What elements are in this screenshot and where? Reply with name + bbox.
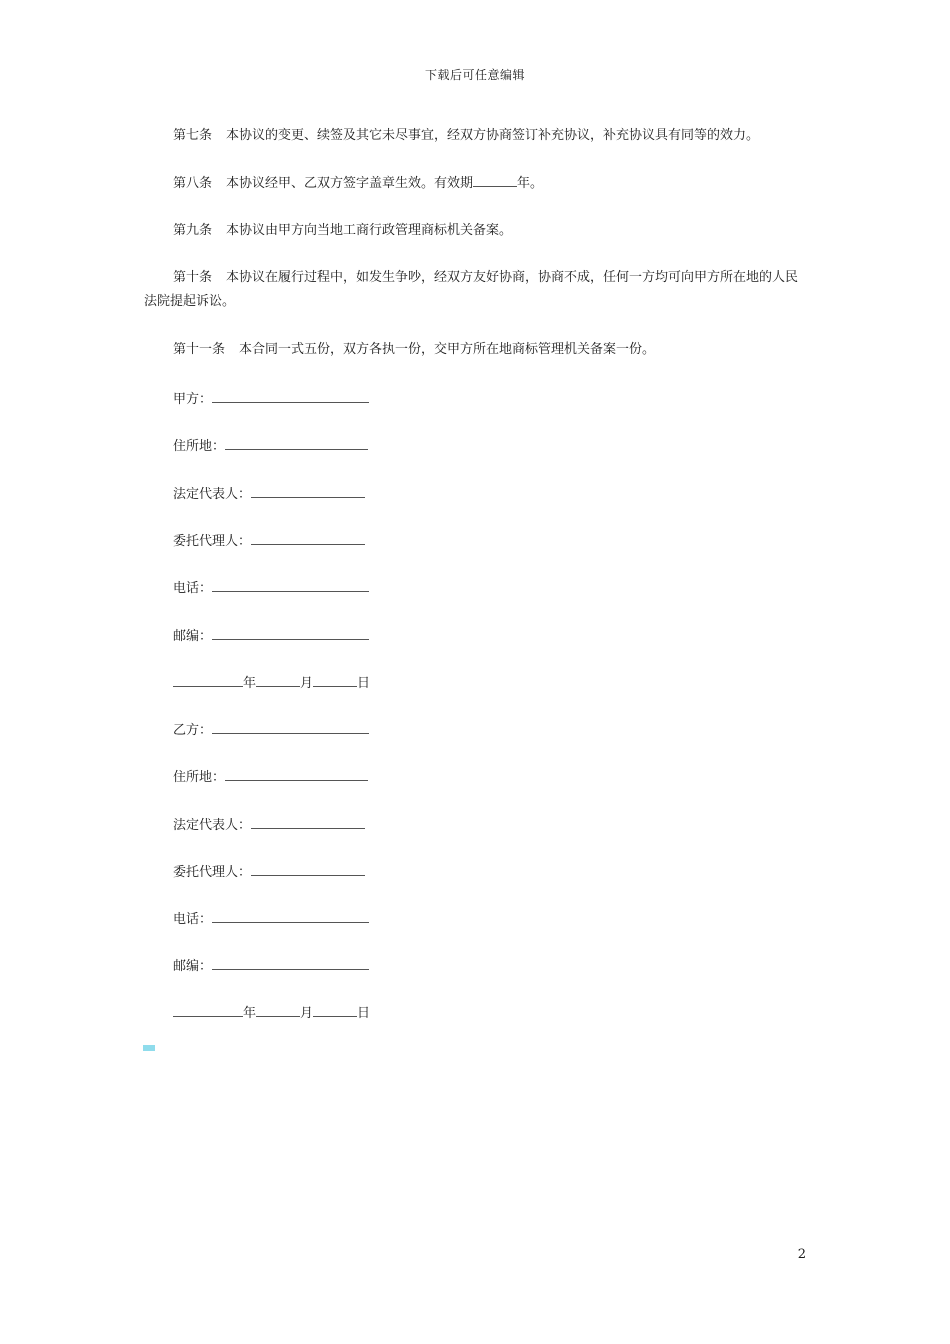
party-a-postcode-blank[interactable]: [212, 624, 369, 640]
party-a-label: 甲方：: [173, 392, 213, 407]
article-text: 本协议由甲方向当地工商行政管理商标机关备案。: [226, 223, 513, 238]
phone-label: 电话：: [173, 581, 213, 596]
postcode-label: 邮编：: [173, 629, 213, 644]
party-a-phone-field: [173, 576, 369, 599]
day-label: 日: [357, 1006, 371, 1021]
party-a-agent-blank[interactable]: [251, 529, 365, 545]
article-7: [144, 124, 814, 148]
party-a-name-blank[interactable]: [212, 387, 369, 403]
agent-label: 委托代理人：: [173, 865, 252, 880]
party-b-legal-rep-field: [173, 813, 365, 836]
party-b-postcode-blank[interactable]: [212, 954, 369, 970]
article-text-suffix: 年。: [517, 176, 544, 191]
article-number: 第九条: [173, 223, 213, 238]
month-blank[interactable]: [256, 1001, 300, 1017]
year-blank[interactable]: [173, 1001, 243, 1017]
year-blank[interactable]: [173, 671, 243, 687]
party-b-agent-field: [173, 860, 365, 883]
party-b-date-line: [173, 1001, 370, 1024]
party-b-phone-blank[interactable]: [212, 907, 369, 923]
party-b-postcode-field: [173, 954, 369, 977]
article-text: 本合同一式五份，双方各执一份，交甲方所在地商标管理机关备案一份。: [239, 342, 656, 357]
legal-rep-label: 法定代表人：: [173, 487, 252, 502]
party-b-address-field: [173, 765, 368, 788]
month-label: 月: [300, 676, 314, 691]
month-label: 月: [300, 1006, 314, 1021]
article-number: 第八条: [173, 176, 213, 191]
party-a-legal-rep-blank[interactable]: [251, 482, 365, 498]
party-a-address-field: [173, 434, 368, 457]
party-b-legal-rep-blank[interactable]: [251, 813, 365, 829]
address-label: 住所地：: [173, 439, 226, 454]
postcode-label: 邮编：: [173, 959, 213, 974]
agent-label: 委托代理人：: [173, 534, 252, 549]
party-b-label: 乙方：: [173, 723, 213, 738]
party-b-address-blank[interactable]: [225, 765, 368, 781]
day-label: 日: [357, 676, 371, 691]
page-header: 下载后可任意编辑: [424, 68, 525, 82]
party-a-postcode-field: [173, 624, 369, 647]
address-label: 住所地：: [173, 770, 226, 785]
article-10: [144, 266, 806, 314]
party-a-agent-field: [173, 529, 365, 552]
article-number: 第十条: [173, 270, 213, 285]
article-text: 本协议在履行过程中，如发生争吵，经双方友好协商，协商不成，任何一方均可向甲方所在地的人民法院提起诉讼。: [144, 270, 799, 309]
party-a-address-blank[interactable]: [225, 434, 368, 450]
party-b-agent-blank[interactable]: [251, 860, 365, 876]
year-label: 年: [243, 676, 257, 691]
article-text: 本协议经甲、乙双方签字盖章生效。有效期: [226, 176, 474, 191]
phone-label: 电话：: [173, 912, 213, 927]
article-8: [144, 171, 814, 196]
party-b-name-field: [173, 718, 369, 741]
article-11: [144, 338, 814, 362]
party-a-phone-blank[interactable]: [212, 576, 369, 592]
article-number: 第七条: [173, 128, 213, 143]
party-b-phone-field: [173, 907, 369, 930]
party-a-name-field: [173, 387, 369, 410]
month-blank[interactable]: [256, 671, 300, 687]
article-9: [144, 219, 814, 243]
article-text: 本协议的变更、续签及其它未尽事宜，经双方协商签订补充协议，补充协议具有同等的效力。: [226, 128, 760, 143]
party-a-date-line: [173, 671, 370, 694]
year-label: 年: [243, 1006, 257, 1021]
highlight-marker: [143, 1045, 155, 1051]
article-number: 第十一条: [173, 342, 226, 357]
day-blank[interactable]: [313, 671, 357, 687]
party-a-legal-rep-field: [173, 482, 365, 505]
validity-years-blank[interactable]: [473, 171, 517, 187]
day-blank[interactable]: [313, 1001, 357, 1017]
legal-rep-label: 法定代表人：: [173, 818, 252, 833]
page-number: 2: [797, 1247, 806, 1262]
party-b-name-blank[interactable]: [212, 718, 369, 734]
